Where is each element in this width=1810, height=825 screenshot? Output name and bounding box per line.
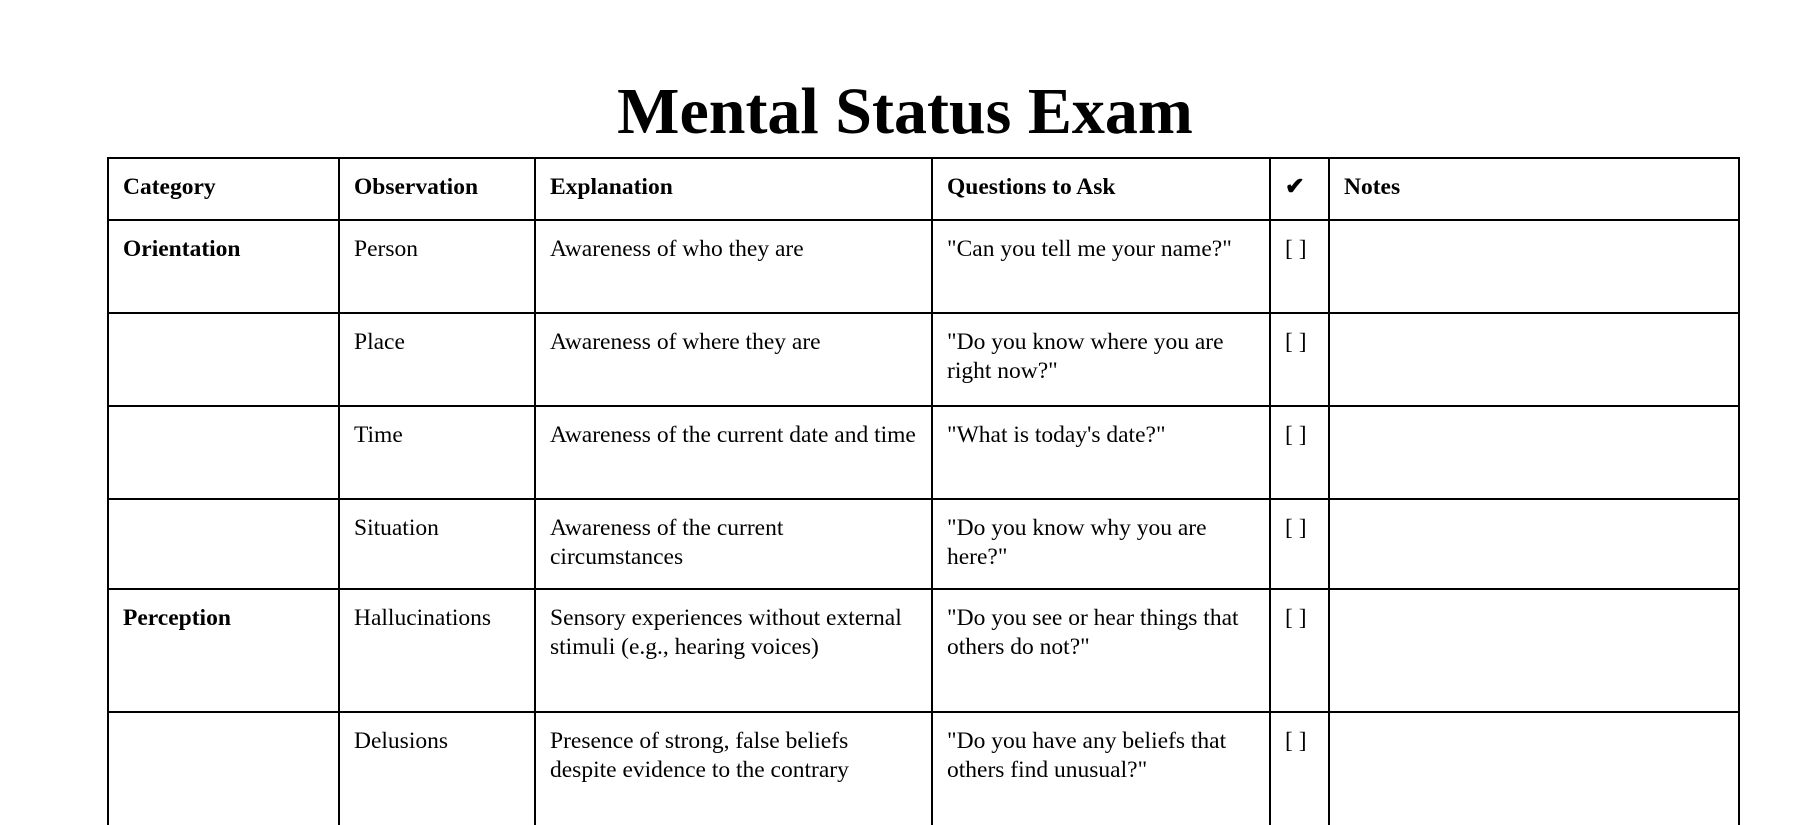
cell-explanation: Awareness of the current date and time bbox=[535, 406, 932, 499]
cell-checkbox[interactable]: [ ] bbox=[1270, 589, 1329, 712]
header-explanation: Explanation bbox=[535, 158, 932, 220]
cell-question: "Do you see or hear things that others do not?" bbox=[932, 589, 1270, 712]
table-row bbox=[108, 589, 1739, 712]
cell-observation: Time bbox=[339, 406, 535, 499]
cell-category: Perception bbox=[108, 589, 339, 712]
cell-observation: Person bbox=[339, 220, 535, 313]
cell-notes[interactable] bbox=[1329, 499, 1739, 589]
cell-question: "Do you have any beliefs that others find unusual?" bbox=[932, 712, 1270, 825]
header-observation: Observation bbox=[339, 158, 535, 220]
cell-notes[interactable] bbox=[1329, 220, 1739, 313]
cell-question: "Can you tell me your name?" bbox=[932, 220, 1270, 313]
table-row bbox=[108, 712, 1739, 825]
cell-checkbox[interactable]: [ ] bbox=[1270, 499, 1329, 589]
header-category: Category bbox=[108, 158, 339, 220]
cell-category bbox=[108, 499, 339, 589]
header-questions: Questions to Ask bbox=[932, 158, 1270, 220]
cell-checkbox[interactable]: [ ] bbox=[1270, 313, 1329, 406]
table-row bbox=[108, 313, 1739, 406]
table-header-row bbox=[108, 158, 1739, 220]
cell-checkbox[interactable]: [ ] bbox=[1270, 220, 1329, 313]
cell-notes[interactable] bbox=[1329, 313, 1739, 406]
table-row bbox=[108, 220, 1739, 313]
cell-observation: Hallucinations bbox=[339, 589, 535, 712]
cell-category bbox=[108, 313, 339, 406]
cell-checkbox[interactable]: [ ] bbox=[1270, 406, 1329, 499]
cell-explanation: Presence of strong, false beliefs despite evidence to the contrary bbox=[535, 712, 932, 825]
cell-explanation: Awareness of where they are bbox=[535, 313, 932, 406]
cell-observation: Place bbox=[339, 313, 535, 406]
cell-question: "Do you know why you are here?" bbox=[932, 499, 1270, 589]
header-check-icon: ✔ bbox=[1270, 158, 1329, 220]
table-row bbox=[108, 499, 1739, 589]
cell-category bbox=[108, 406, 339, 499]
cell-explanation: Sensory experiences without external stimuli (e.g., hearing voices) bbox=[535, 589, 932, 712]
mental-status-table bbox=[107, 157, 1740, 825]
table-row bbox=[108, 406, 1739, 499]
cell-observation: Delusions bbox=[339, 712, 535, 825]
page-title: Mental Status Exam bbox=[617, 75, 1193, 148]
cell-explanation: Awareness of the current circumstances bbox=[535, 499, 932, 589]
cell-notes[interactable] bbox=[1329, 406, 1739, 499]
cell-question: "What is today's date?" bbox=[932, 406, 1270, 499]
header-notes: Notes bbox=[1329, 158, 1739, 220]
cell-category bbox=[108, 712, 339, 825]
cell-explanation: Awareness of who they are bbox=[535, 220, 932, 313]
cell-category: Orientation bbox=[108, 220, 339, 313]
cell-notes[interactable] bbox=[1329, 589, 1739, 712]
cell-checkbox[interactable]: [ ] bbox=[1270, 712, 1329, 825]
cell-question: "Do you know where you are right now?" bbox=[932, 313, 1270, 406]
cell-observation: Situation bbox=[339, 499, 535, 589]
cell-notes[interactable] bbox=[1329, 712, 1739, 825]
